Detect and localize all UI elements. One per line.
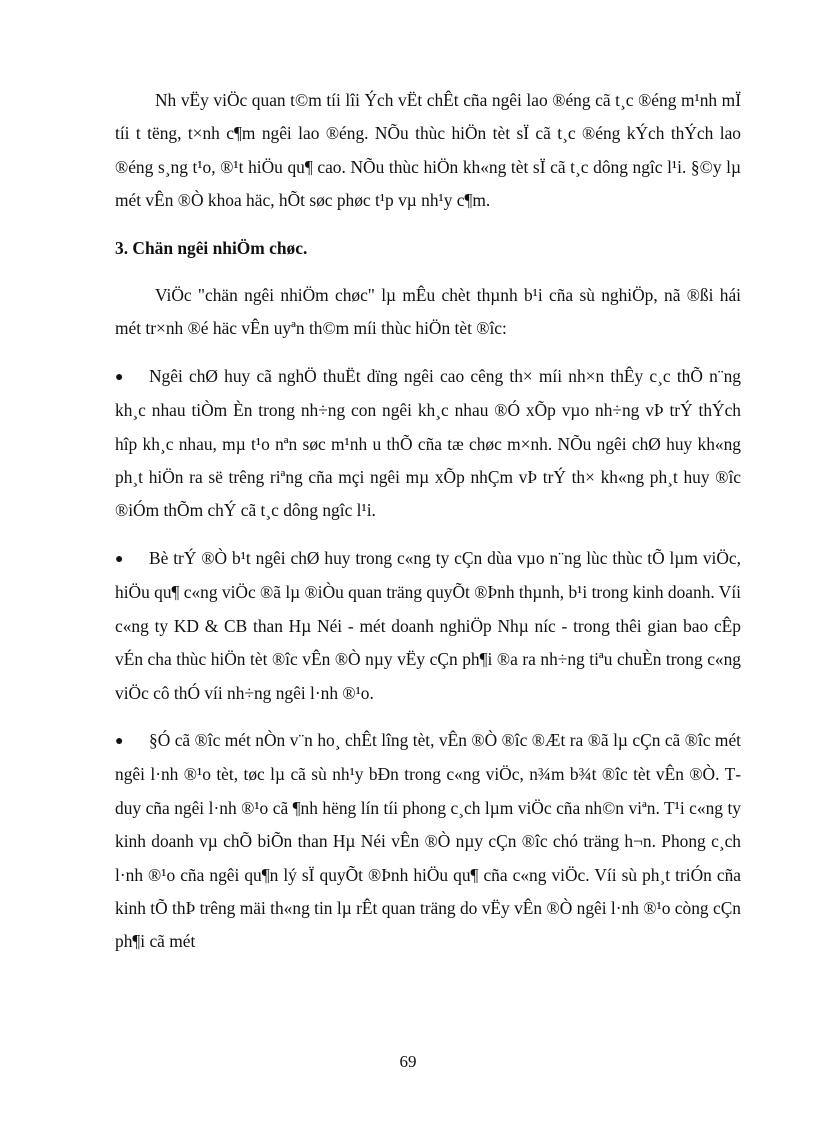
bullet-text-1: Ngêi chØ huy cã nghÖ thuËt dïng ngêi cao cêng th× míi nh×n thÊy c¸c thÕ n¨ng kh¸c nhau tiÒm Èn trong nh÷ng con ngêi kh¸c nhau ®Ó xÕp vµo nh÷ng vÞ trÝ thÝch hîp kh¸c nhau, mµ t¹o nªn søc m¹nh u thÕ cña tæ chøc m×nh. NÕu ngêi chØ huy kh«ng ph¸t hiÖn ra së trêng riªng cña mçi ngêi mµ xÕp nhÇm vÞ trÝ th× kh«ng ph¸t huy ®îc ®iÓm thÕm chÝ cã t¸c dông ngîc l¹i.: [115, 365, 741, 521]
bullet-item-1: [115, 360, 741, 528]
body-text: [115, 84, 741, 959]
bullet-text-2: Bè trÝ ®Ò b¹t ngêi chØ huy trong c«ng ty cÇn dùa vµo n¨ng lùc thùc tÕ lµm viÖc, hiÖu qu¶ c«ng viÖc ®ã lµ ®iÒu quan träng quyÕt ®Þnh thµnh, b¹i trong kinh doanh. Víi c«ng ty KD & CB than Hµ Néi - mét doanh nghiÖp Nhµ níc - trong thêi gian bao cÊp vÉn cha thùc hiÖn tèt ®îc vÊn ®Ò nµy vËy cÇn ph¶i ®a ra nh÷ng tiªu chuÈn trong c«ng viÖc cô thÓ víi nh÷ng ngêi l·nh ®¹o.: [115, 547, 742, 703]
bullet-marker: ●: [115, 733, 124, 749]
bullet-text-3: §Ó cã ®îc mét nÒn v¨n ho¸ chÊt lîng tèt, vÊn ®Ò ®îc ®Æt ra ®ã lµ cÇn cã ®îc mét ngêi l·nh ®¹o tèt, tøc lµ cã sù nh¹y bÐn trong c«ng viÖc, n¾m b¾t ®îc tèt vÊn ®Ò. T duy cña ngêi l·nh ®¹o cã ¶nh hëng lín tíi phong c¸ch lµm viÖc cña nh©n viªn. T¹i c«ng ty kinh doanh vµ chÕ biÕn than Hµ Néi vÊn ®Ò nµy cÇn ®îc chó träng h¬n. Phong c¸ch l·nh ®¹o cña ngêi qu¶n lý sÏ quyÕt ®Þnh hiÖu qu¶ cña c«ng viÖc. Víi sù ph¸t triÓn cña kinh tÕ thÞ trêng mäi th«ng tin lµ rÊt quan träng do vËy vÊn ®Ò ngêi l·nh ®¹o còng cÇn ph¶i cã mét: [115, 729, 741, 952]
bullet-item-2: [115, 542, 741, 710]
page-number: 69: [399, 1052, 417, 1071]
paragraph-1: Nh vËy viÖc quan t©m tíi lîi Ých vËt chÊt cña ngêi lao ®éng cã t¸c ®éng m¹nh mÏ tíi t tëng, t×nh c¶m ngêi lao ®éng. NÕu thùc hiÖn tèt sÏ cã t¸c ®éng kÝch thÝch lao ®éng s¸ng t¹o, ®¹t hiÖu qu¶ cao. NÕu thùc hiÖn kh«ng tèt sÏ cã t¸c dông ngîc l¹i. §©y lµ mét vÊn ®Ò khoa häc, hÕt søc phøc t¹p vµ nh¹y c¶m.: [115, 90, 741, 211]
bullet-marker: ●: [115, 369, 124, 385]
bullet-item-3: [115, 724, 741, 959]
section-heading: 3. Chän ngêi nhiÖm chøc.: [115, 237, 308, 258]
bullet-marker: ●: [115, 551, 124, 567]
paragraph-2: ViÖc "chän ngêi nhiÖm chøc" lµ mÊu chèt thµnh b¹i cña sù nghiÖp, nã ®ßi hái mét tr×nh ®é häc vÊn uyªn th©m míi thùc hiÖn tèt ®îc:: [115, 285, 741, 339]
